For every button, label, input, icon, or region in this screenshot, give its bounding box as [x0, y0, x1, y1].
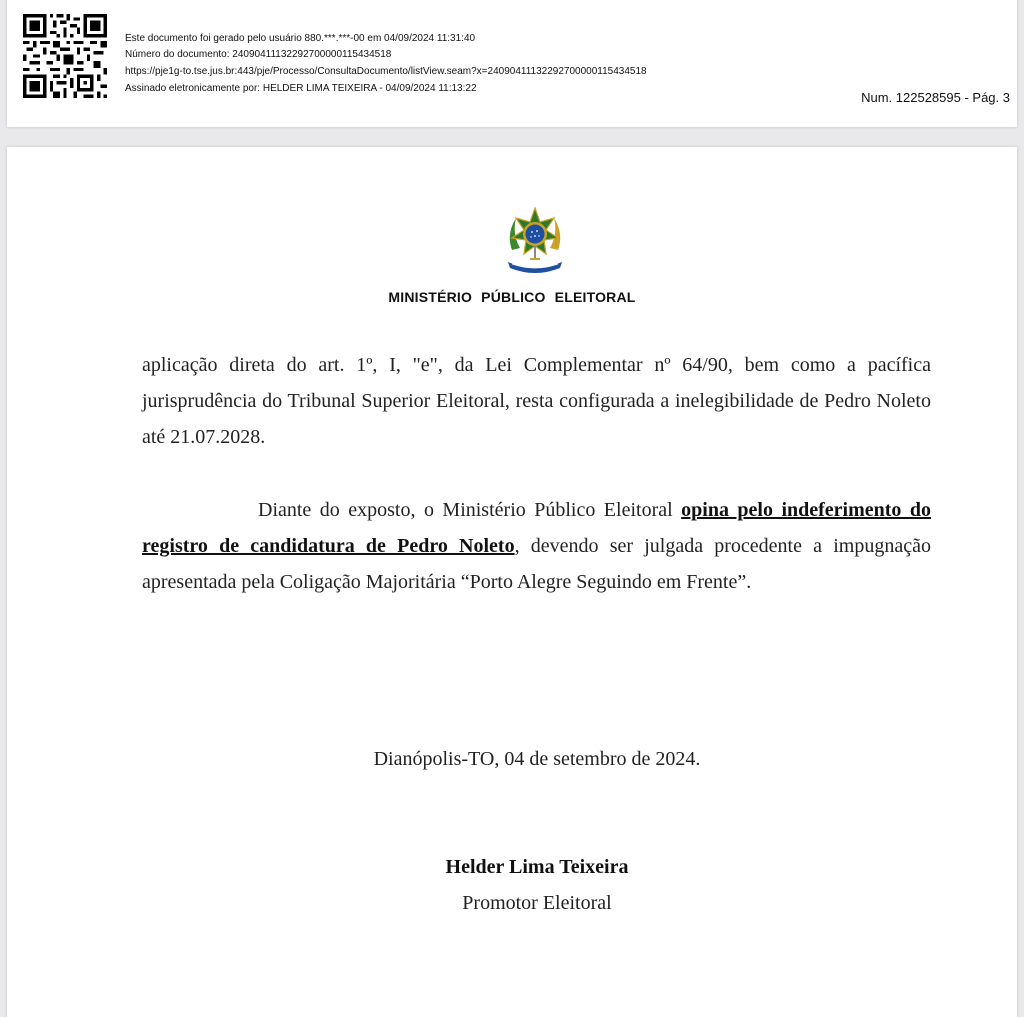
document-number-line: Número do documento: 24090411132292700000115434518: [125, 49, 392, 60]
place-date-line: Dianópolis-TO, 04 de setembro de 2024.: [373, 748, 701, 770]
body-paragraph-2: [142, 492, 931, 600]
institution-heading: MINISTÉRIO PÚBLICO ELEITORAL: [388, 289, 636, 305]
brazil-coat-of-arms-icon: [502, 204, 568, 276]
signer-name: Helder Lima Teixeira: [445, 856, 629, 878]
body-paragraph-1: aplicação direta do art. 1º, I, "e", da Lei Complementar nº 64/90, bem como a pacífica jurisprudência do Tribunal Superior Eleitoral, resta configurada a inelegibilidade de Pedro Noleto até 21.07.2028.: [142, 354, 931, 448]
page-number: Num. 122528595 - Pág. 3: [861, 90, 1010, 105]
opinion-highlight: opina pelo indeferimento do registro de candidatura de Pedro Noleto: [142, 499, 932, 557]
qr-code-icon: [23, 14, 107, 98]
signer-role: Promotor Eleitoral: [462, 892, 612, 914]
signature-info: Assinado eletronicamente por: HELDER LIMA TEIXEIRA - 04/09/2024 11:13:22: [125, 83, 477, 94]
document-header-card: [7, 0, 1017, 127]
document-page: [7, 147, 1017, 1017]
document-url[interactable]: https://pje1g-to.tse.jus.br:443/pje/Processo/ConsultaDocumento/listView.seam?x=24090411132292700000115434518: [125, 66, 647, 77]
paragraph-2-intro: Diante do exposto, o Ministério Público Eleitoral: [258, 499, 682, 521]
generation-info: Este documento foi gerado pelo usuário 880.***.***-00 em 04/09/2024 11:31:40: [125, 33, 476, 44]
paragraph-2-conclusion: , devendo ser julgada procedente a impugnação apresentada pela Coligação Majoritária “Porto Alegre Seguindo em Frente”.: [142, 535, 931, 593]
